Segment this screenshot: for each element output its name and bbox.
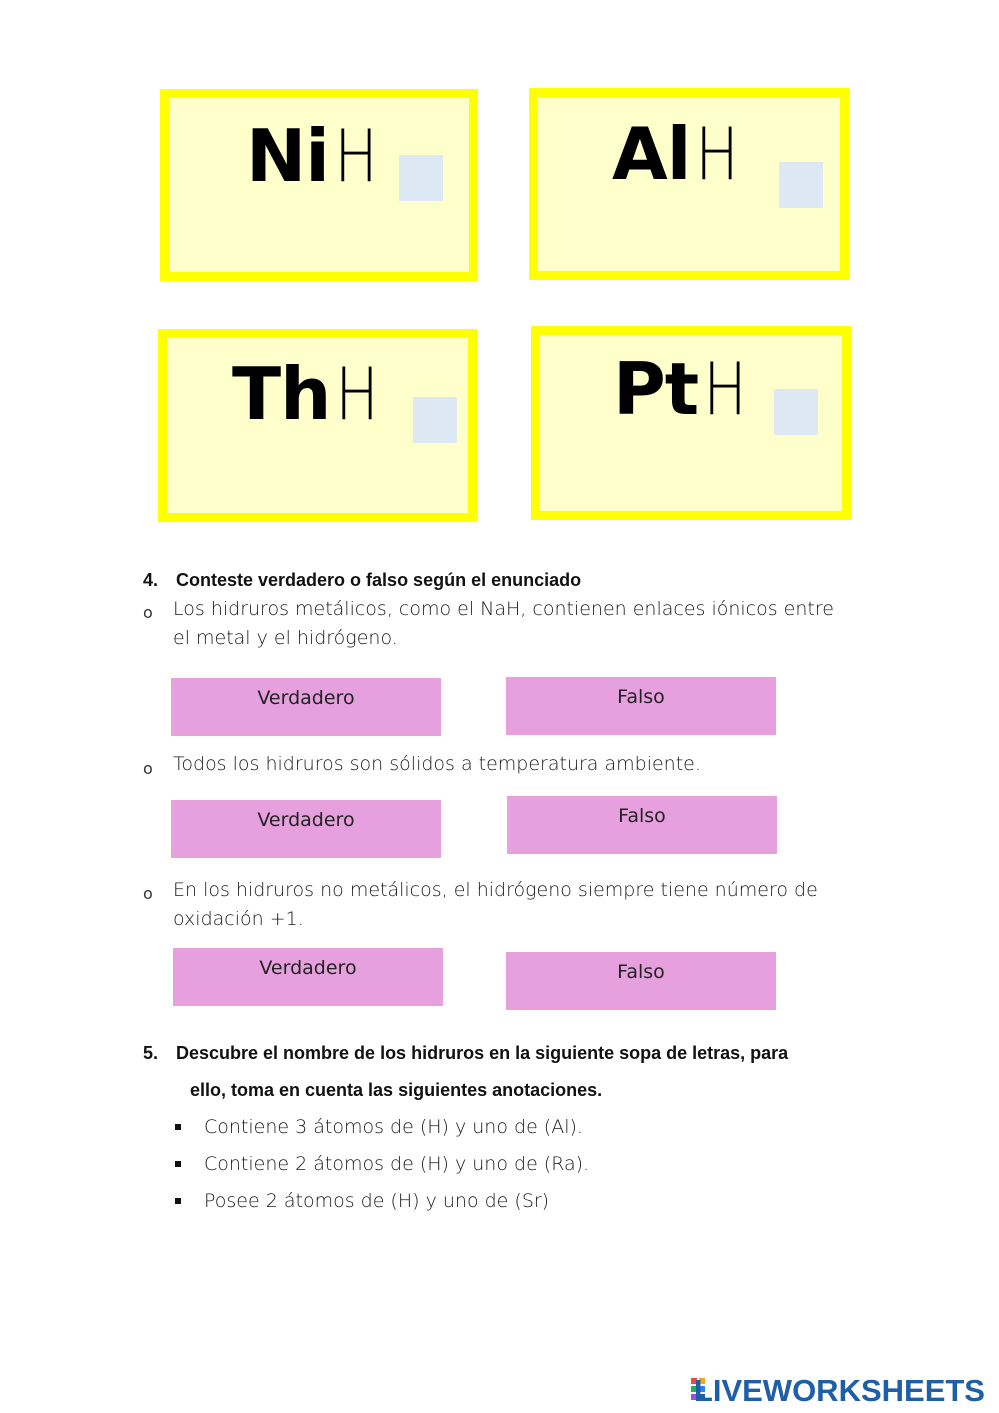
item-2-false-button[interactable]: Falso bbox=[507, 796, 777, 854]
item-3-marker: o bbox=[143, 884, 153, 903]
item-2-true-button[interactable]: Verdadero bbox=[171, 800, 441, 858]
item-3-false-button[interactable]: Falso bbox=[506, 952, 776, 1010]
item-3-line1: En los hidruros no metálicos, el hidrógeno siempre tiene número de bbox=[173, 879, 818, 901]
question-5-title-line2: ello, toma en cuenta las siguientes anotaciones. bbox=[190, 1080, 603, 1100]
question-5-title-line1: Descubre el nombre de los hidruros en la siguiente sopa de letras, para bbox=[176, 1043, 789, 1063]
formula-nih: NiH bbox=[246, 114, 377, 198]
formula-thh: ThH bbox=[232, 352, 379, 436]
question-4-title: Conteste verdadero o falso según el enunciado bbox=[176, 570, 582, 590]
question-4-number: 4. bbox=[143, 570, 159, 590]
answer-slot-alh[interactable] bbox=[779, 162, 823, 208]
bullet-3-text: Posee 2 átomos de (H) y uno de (Sr) bbox=[204, 1190, 550, 1212]
item-2-marker: o bbox=[143, 759, 153, 778]
bullet-3-icon bbox=[175, 1198, 181, 1204]
item-3-true-button[interactable]: Verdadero bbox=[173, 948, 443, 1006]
formula-alh: AlH bbox=[612, 112, 739, 196]
bullet-2-icon bbox=[175, 1161, 181, 1167]
bullet-2-text: Contiene 2 átomos de (H) y uno de (Ra). bbox=[204, 1153, 590, 1175]
item-1-true-button[interactable]: Verdadero bbox=[171, 678, 441, 736]
answer-slot-pth[interactable] bbox=[774, 389, 818, 435]
formula-pth: PtH bbox=[613, 347, 747, 431]
liveworksheets-logo-text: LIVEWORKSHEETS bbox=[693, 1373, 985, 1408]
item-1-line1: Los hidruros metálicos, como el NaH, contienen enlaces iónicos entre bbox=[173, 598, 834, 620]
item-1-false-button[interactable]: Falso bbox=[506, 677, 776, 735]
item-1-marker: o bbox=[143, 603, 153, 622]
answer-slot-thh[interactable] bbox=[413, 397, 457, 443]
item-1-line2: el metal y el hidrógeno. bbox=[173, 627, 398, 649]
bullet-1-text: Contiene 3 átomos de (H) y uno de (Al). bbox=[204, 1116, 583, 1138]
bullet-1-icon bbox=[175, 1124, 181, 1130]
answer-slot-nih[interactable] bbox=[399, 155, 443, 201]
item-2-line1: Todos los hidruros son sólidos a temperatura ambiente. bbox=[173, 753, 701, 775]
item-3-line2: oxidación +1. bbox=[173, 908, 304, 930]
question-5-number: 5. bbox=[143, 1043, 159, 1063]
